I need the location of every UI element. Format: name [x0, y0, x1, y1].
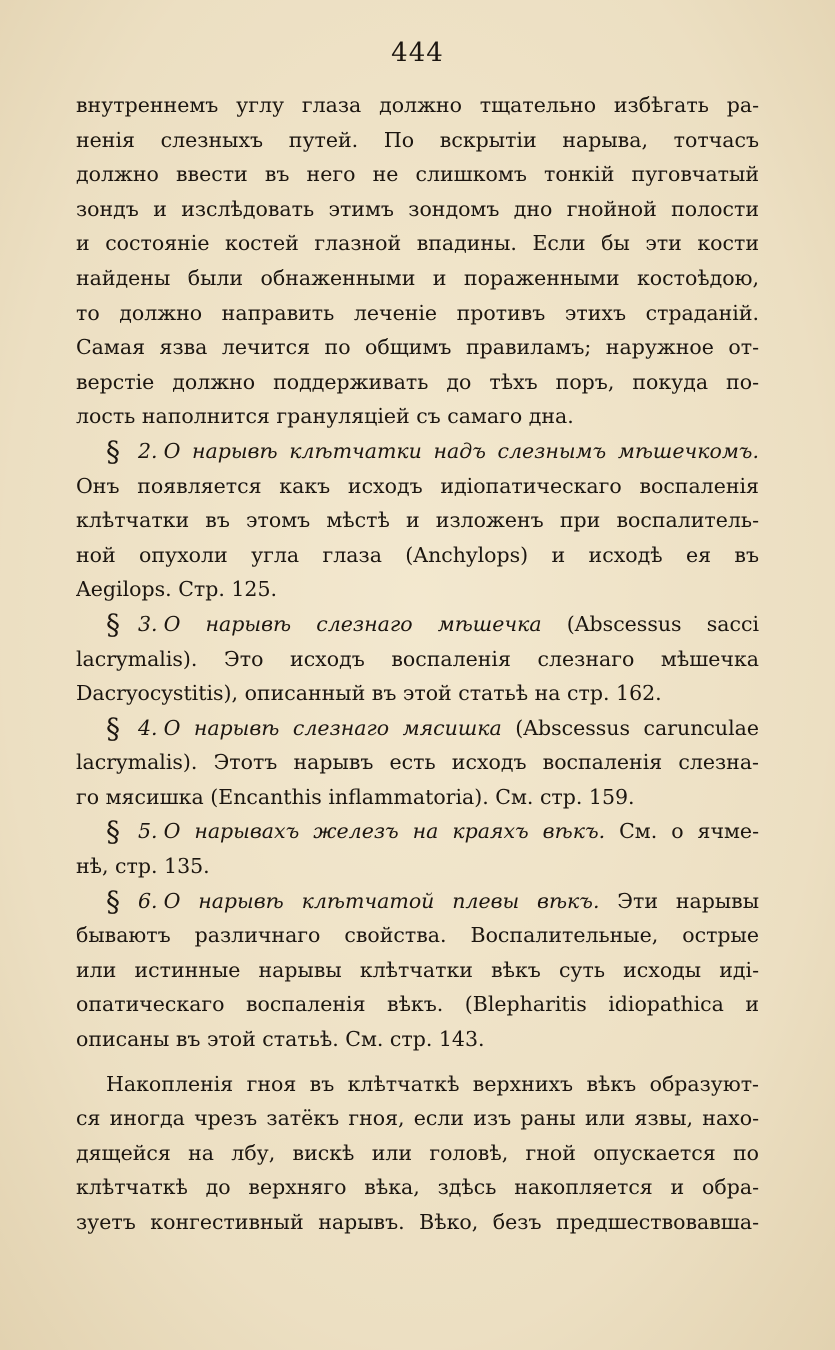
section-heading-line: [76, 814, 759, 849]
text-line: бываютъ различнаго свойства. Воспалительные, острые: [76, 923, 759, 948]
section-2: [76, 434, 759, 607]
section-number: 4.: [138, 715, 158, 740]
text-line: описаны въ этой статьѣ. См. стр. 143.: [76, 1027, 485, 1052]
text-line: клѣтчаткѣ до верхняго вѣка, здѣсь накопляется и обра-: [76, 1175, 759, 1200]
paragraph: [76, 88, 759, 434]
section-heading: О нарывахъ железъ на краяхъ вѣкъ.: [163, 819, 606, 844]
text-line: клѣтчатки въ этомъ мѣстѣ и изложенъ при воспалитель-: [76, 508, 759, 533]
section-number: 5.: [138, 819, 158, 844]
section-heading-tail: См. о ячме-: [605, 819, 759, 844]
text-line: ной опухоли угла глаза (Anchylops) и исходѣ ея въ: [76, 542, 759, 567]
section-number: 2.: [138, 438, 158, 463]
text-line: зондъ и изслѣдовать этимъ зондомъ дно гнойной полости: [76, 196, 759, 221]
section-number: 3.: [138, 611, 158, 636]
body-text: [76, 88, 759, 1240]
text-line: внутреннемъ углу глаза должно тщательно избѣгать ра-: [76, 93, 759, 117]
text-line: Aegilops. Стр. 125.: [76, 577, 278, 602]
section-symbol: §: [106, 815, 120, 849]
section-heading-line: [76, 884, 759, 919]
text-line: и состояніе костей глазной впадины. Если бы эти кости: [76, 231, 759, 256]
section-heading: О нарывѣ слезнаго мясишка: [163, 715, 502, 740]
section-symbol: §: [106, 434, 120, 468]
text-line: Накопленія гноя въ клѣтчаткѣ верхнихъ вѣкъ образуют-: [106, 1071, 759, 1096]
section-heading-line: [76, 711, 759, 746]
text-line: Онъ появляется какъ исходъ идіопатическаго воспаленія: [76, 473, 759, 498]
section-heading: О нарывѣ клѣтчатой плевы вѣкъ.: [163, 888, 600, 913]
section-symbol: §: [106, 711, 120, 745]
section-heading-tail: (Abscessus carunculae: [501, 715, 759, 740]
text-line: ненія слезныхъ путей. По вскрытіи нарыва, тотчасъ: [76, 127, 759, 152]
text-line: го мясишка (Encanthis inflammatoria). См. стр. 159.: [76, 784, 635, 809]
section-4: [76, 711, 759, 815]
text-line: Dacryocystitis), описанный въ этой статьѣ на стр. 162.: [76, 681, 662, 706]
section-heading-line: [76, 434, 759, 469]
text-line: должно ввести въ него не слишкомъ тонкій пуговчатый: [76, 162, 759, 187]
text-line: ся иногда чрезъ затёкъ гноя, если изъ раны или язвы, нахо-: [76, 1106, 759, 1131]
section-heading-line: [76, 607, 759, 642]
section-heading-tail: (Abscessus sacci: [541, 611, 759, 636]
section-heading: О нарывѣ клѣтчатки надъ слезнымъ мѣшечкомъ.: [163, 438, 759, 463]
text-line: найдены были обнаженными и пораженными костоѣдою,: [76, 265, 759, 290]
text-line: lacrymalis). Это исходъ воспаленія слезнаго мѣшечка: [76, 646, 759, 671]
section-heading: О нарывѣ слезнаго мѣшечка: [163, 611, 542, 636]
section-heading-tail: Эти нарывы: [599, 888, 759, 913]
text-line: Самая язва лечится по общимъ правиламъ; наружное от-: [76, 335, 759, 360]
text-line: опатическаго воспаленія вѣкъ. (Blepharitis idiopathica и: [76, 992, 759, 1017]
paragraph: [76, 1067, 759, 1240]
section-symbol: §: [106, 607, 120, 641]
text-line: лость наполнится грануляціей съ самаго дна.: [76, 404, 574, 429]
page-number: 444: [391, 38, 444, 68]
paragraph-gap: [76, 1057, 759, 1067]
text-line: дящейся на лбу, вискѣ или головѣ, гной опускается по: [76, 1140, 759, 1165]
section-5: [76, 814, 759, 883]
text-line: нѣ, стр. 135.: [76, 854, 210, 879]
section-symbol: §: [106, 884, 120, 918]
text-line: lacrymalis). Этотъ нарывъ есть исходъ воспаленія слезна-: [76, 750, 759, 775]
text-line: или истинные нарывы клѣтчатки вѣкъ суть исходы иді-: [76, 957, 759, 982]
text-line: зуетъ конгестивный нарывъ. Вѣко, безъ предшествовавша-: [76, 1210, 759, 1234]
section-3: [76, 607, 759, 711]
section-6: [76, 884, 759, 1057]
text-line: то должно направить леченіе противъ этихъ страданій.: [76, 300, 759, 325]
section-number: 6.: [138, 888, 158, 913]
text-line: верстіе должно поддерживать до тѣхъ поръ, покуда по-: [76, 369, 759, 394]
